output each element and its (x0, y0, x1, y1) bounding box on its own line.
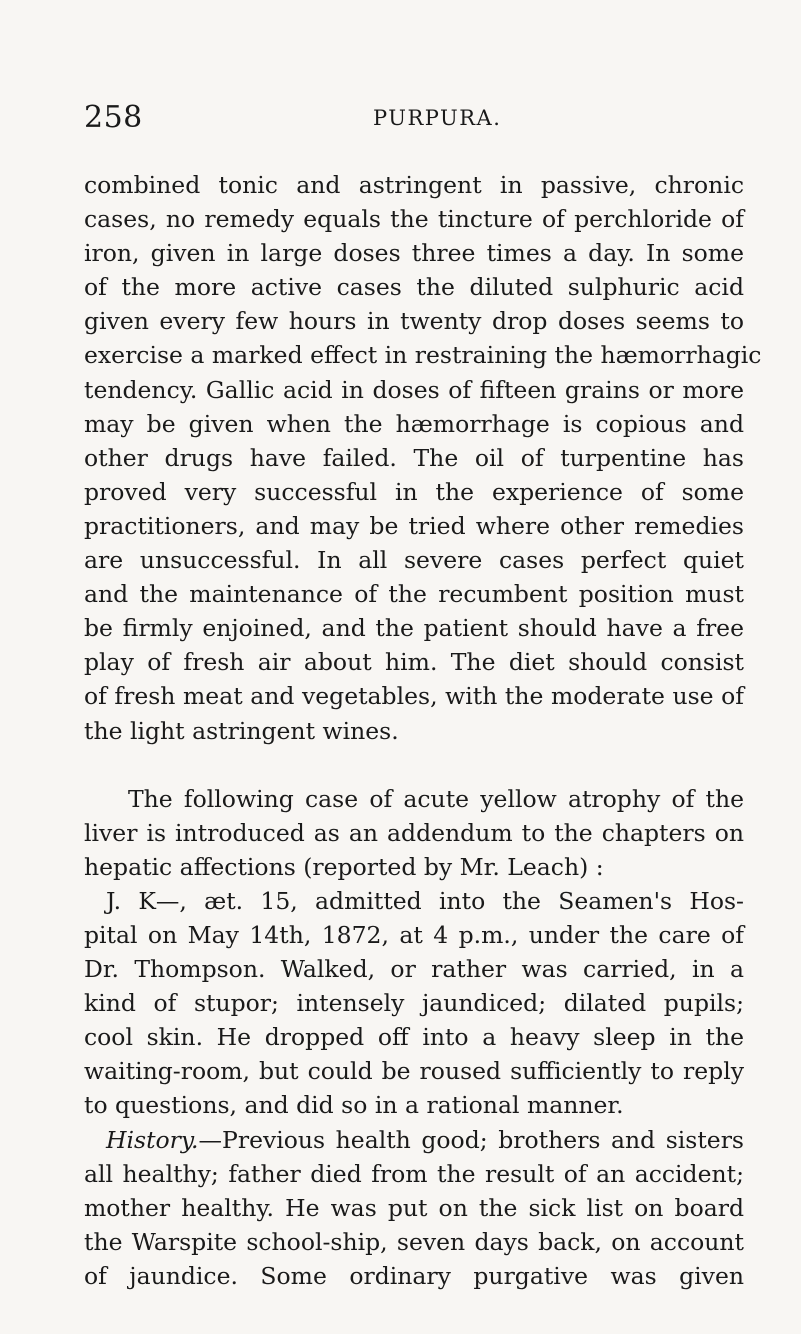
text-line: cases, no remedy equals the tincture of perchloride of (84, 205, 744, 234)
body-text (84, 168, 762, 1293)
text-line: exercise a marked effect in restraining the hæmorrhagic (84, 341, 762, 370)
paragraph-history (84, 1123, 744, 1293)
history-text: —Previous health good; brothers and sisters (198, 1125, 744, 1154)
text-line: given every few hours in twenty drop doses seems to (84, 307, 744, 336)
text-line: all healthy; father died from the result of an accident; (84, 1159, 744, 1188)
text-line: kind of stupor; intensely jaundiced; dilated pupils; (84, 989, 744, 1018)
paragraph-case-intro (84, 782, 744, 884)
history-label: History. (106, 1125, 199, 1154)
text-line: liver is introduced as an addendum to the chapters on (84, 818, 744, 847)
text-line: waiting-room, but could be roused sufficiently to reply (84, 1057, 744, 1086)
text-line: cool skin. He dropped off into a heavy sleep in the (84, 1023, 744, 1052)
paragraph-treatment (84, 168, 762, 748)
text-line: combined tonic and astringent in passive, chronic (84, 171, 744, 199)
text-line: are unsuccessful. In all severe cases perfect quiet (84, 546, 744, 575)
text-line: proved very successful in the experience of some (84, 477, 744, 506)
text-line: J. K—, æt. 15, admitted into the Seamen's Hos- (106, 886, 744, 915)
text-line: iron, given in large doses three times a day. In some (84, 239, 744, 268)
text-line: The following case of acute yellow atrophy of the (128, 784, 744, 813)
text-line: Dr. Thompson. Walked, or rather was carried, in a (84, 955, 744, 984)
text-line (84, 1123, 744, 1157)
text-line: and the maintenance of the recumbent position must (84, 580, 744, 609)
text-line: hepatic affections (reported by Mr. Leach) : (84, 852, 604, 881)
text-line: to questions, and did so in a rational manner. (84, 1091, 624, 1120)
text-line: pital on May 14th, 1872, at 4 p.m., under the care of (84, 920, 744, 949)
paragraph-case-admission (84, 884, 744, 1123)
text-line: of the more active cases the diluted sulphuric acid (84, 273, 744, 302)
text-line: practitioners, and may be tried where other remedies (84, 511, 744, 540)
page-number: 258 (84, 100, 143, 135)
text-line: play of fresh air about him. The diet should consist (84, 648, 744, 677)
text-line: of fresh meat and vegetables, with the moderate use of (84, 682, 744, 711)
paragraph-gap (84, 748, 744, 782)
text-line: the Warspite school-ship, seven days back, on account (84, 1227, 744, 1256)
text-line: the light astringent wines. (84, 716, 399, 745)
text-line: may be given when the hæmorrhage is copious and (84, 409, 744, 438)
text-line: be firmly enjoined, and the patient should have a free (84, 614, 744, 643)
running-title: PURPURA. (373, 106, 502, 130)
page-header (84, 100, 741, 140)
text-line: mother healthy. He was put on the sick list on board (84, 1193, 744, 1222)
text-line: tendency. Gallic acid in doses of fifteen grains or more (84, 375, 744, 404)
text-line: other drugs have failed. The oil of turpentine has (84, 443, 744, 472)
text-line: of jaundice. Some ordinary purgative was given (84, 1261, 744, 1290)
